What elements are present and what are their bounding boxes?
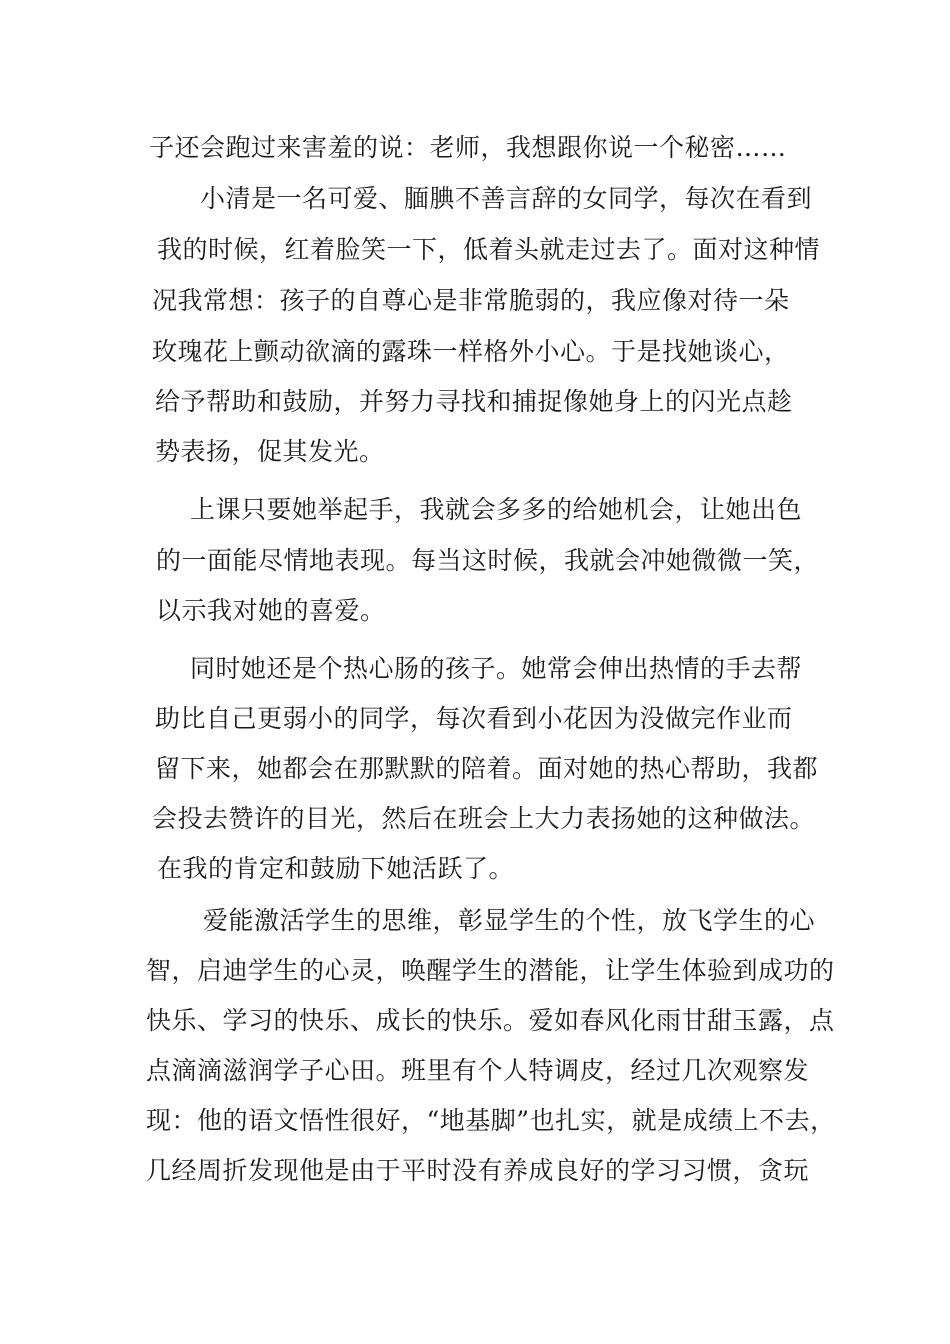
text-line: 留下来，她都会在那默默的陪着。面对她的热心帮助，我都 <box>155 754 819 783</box>
text-line: 智，启迪学生的心灵，唤醒学生的潜能，让学生体验到成功的 <box>146 956 835 985</box>
text-line: 现：他的语文悟性很好，“地基脚”也扎实，就是成绩上不去， <box>146 1106 836 1135</box>
text-line: 子还会跑过来害羞的说：老师，我想跟你说一个秘密…… <box>149 133 787 162</box>
text-line: 助比自己更弱小的同学，每次看到小花因为没做完作业而 <box>155 704 793 733</box>
text-line: 同时她还是个热心肠的孩子。她常会伸出热情的手去帮 <box>190 654 803 683</box>
text-line: 以示我对她的喜爱。 <box>156 596 386 625</box>
text-line: 我的时候，红着脸笑一下，低着头就走过去了。面对这种情 <box>157 235 821 264</box>
text-line: 会投去赞许的目光，然后在班会上大力表扬她的这种做法。 <box>152 804 816 833</box>
text-line: 爱能激活学生的思维，彰显学生的个性，放飞学生的心 <box>203 906 816 935</box>
text-line: 给予帮助和鼓励，并努力寻找和捕捉像她身上的闪光点趁 <box>155 387 793 416</box>
text-line: 玫瑰花上颤动欲滴的露珠一样格外小心。于是找她谈心， <box>152 337 790 366</box>
text-line: 况我常想：孩子的自尊心是非常脆弱的，我应像对待一朵 <box>152 286 790 315</box>
text-line: 小清是一名可爱、腼腆不善言辞的女同学，每次在看到 <box>200 184 813 213</box>
text-line: 在我的肯定和鼓励下她活跃了。 <box>157 854 515 883</box>
text-line: 势表扬，促其发光。 <box>155 437 385 466</box>
text-line: 点滴滴滋润学子心田。班里有个人特调皮，经过几次观察发 <box>146 1056 810 1085</box>
text-line: 几经周折发现他是由于平时没有养成良好的学习习惯，贪玩 <box>146 1156 810 1185</box>
text-line: 上课只要她举起手，我就会多多的给她机会，让她出色 <box>190 495 803 524</box>
text-line: 快乐、学习的快乐、成长的快乐。爱如春风化雨甘甜玉露，点 <box>146 1006 835 1035</box>
text-line: 的一面能尽情地表现。每当这时候，我就会冲她微微一笑， <box>156 546 820 575</box>
